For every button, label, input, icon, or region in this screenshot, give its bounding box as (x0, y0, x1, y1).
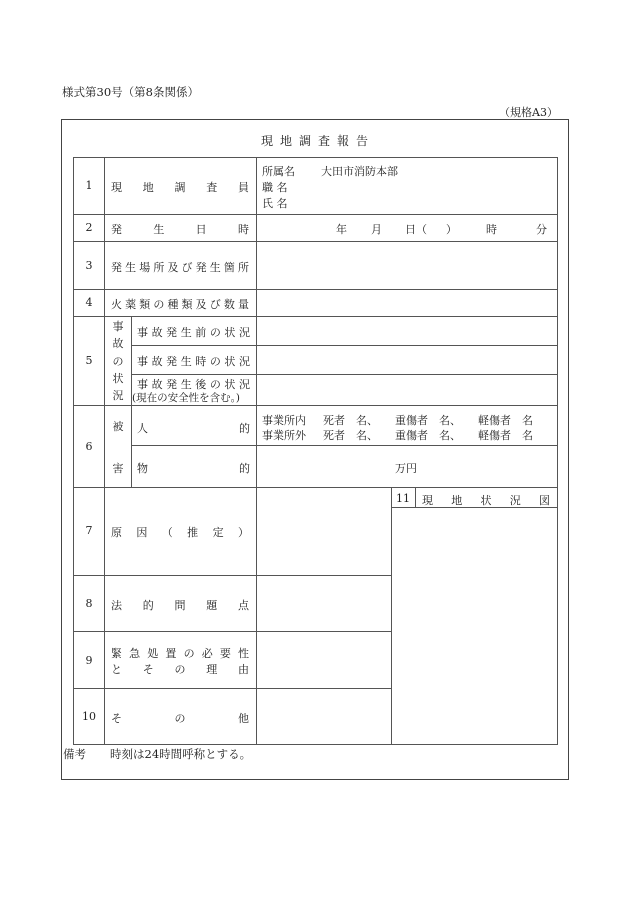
row-3-number: 3 (85, 259, 93, 272)
row-8-label: 法 的 問 題 点 (111, 599, 249, 612)
date-year: 年 (336, 223, 347, 236)
row-5-during-label: 事 故 発 生 時 の 状 況 (137, 355, 250, 368)
row-7-label: 原 因 （ 推 定 ） (111, 526, 249, 539)
row-9-number: 9 (85, 654, 93, 667)
report-frame (61, 119, 569, 780)
form-number-label: 様式第30号（第8条関係） (62, 85, 199, 99)
row-6-number: 6 (85, 440, 93, 453)
row-1-number: 1 (85, 179, 93, 192)
row-6-property-label: 物 的 (137, 462, 250, 475)
casualties-outside-line: 事業所外 死者 名、 重傷者 名、 軽傷者 名 (262, 429, 533, 442)
row-11-label: 現 地 状 況 図 (422, 494, 550, 507)
affiliation-value: 大田市消防本部 (321, 165, 398, 178)
property-damage-unit: 万円 (395, 462, 417, 475)
row-1-label: 現 地 調 査 員 (111, 181, 249, 194)
date-minute: 分 (536, 223, 547, 236)
date-day: 日（ (405, 223, 427, 236)
casualties-inside-line: 事業所内 死者 名、 重傷者 名、 軽傷者 名 (262, 414, 533, 427)
row-11-number: 11 (396, 492, 410, 505)
row-5-before-label: 事 故 発 生 前 の 状 況 (137, 326, 250, 339)
date-hour: 時 (486, 223, 497, 236)
name-label: 氏 名 (262, 197, 288, 210)
row-2-number: 2 (85, 221, 93, 234)
row-8-number: 8 (85, 597, 93, 610)
row-6-human-label: 人 的 (137, 422, 250, 435)
row-7-number: 7 (85, 524, 93, 537)
row-9-label-line1: 緊 急 処 置 の 必 要 性 (111, 647, 249, 660)
row-5-after-note: (現在の安全性を含む。) (132, 392, 240, 404)
row-9-label-line2: と そ の 理 由 (111, 663, 249, 676)
row-2-label: 発 生 日 時 (111, 223, 249, 236)
row-10-number: 10 (82, 710, 96, 723)
row-4-number: 4 (85, 296, 93, 309)
row-10-label: そ の 他 (111, 712, 249, 725)
row-4-label: 火 薬 類 の 種 類 及 び 数 量 (111, 298, 249, 311)
position-label: 職 名 (262, 181, 288, 194)
row-5-number: 5 (85, 354, 93, 367)
paper-size-label: （規格A3） (499, 106, 558, 119)
report-title: 現 地 調 査 報 告 (260, 134, 370, 148)
row-3-label: 発 生 場 所 及 び 発 生 箇 所 (111, 261, 249, 274)
date-weekday-close: ） (446, 223, 457, 236)
date-month: 月 (371, 223, 382, 236)
row-6-side-label: 被 害 (112, 420, 124, 475)
row-5-after-label: 事 故 発 生 後 の 状 況 (137, 378, 250, 391)
row-5-side-label: 事 故 の 状 況 (112, 320, 124, 402)
remarks-note: 備考 時刻は24時間呼称とする。 (63, 747, 252, 761)
affiliation-label: 所属名 (262, 165, 295, 178)
